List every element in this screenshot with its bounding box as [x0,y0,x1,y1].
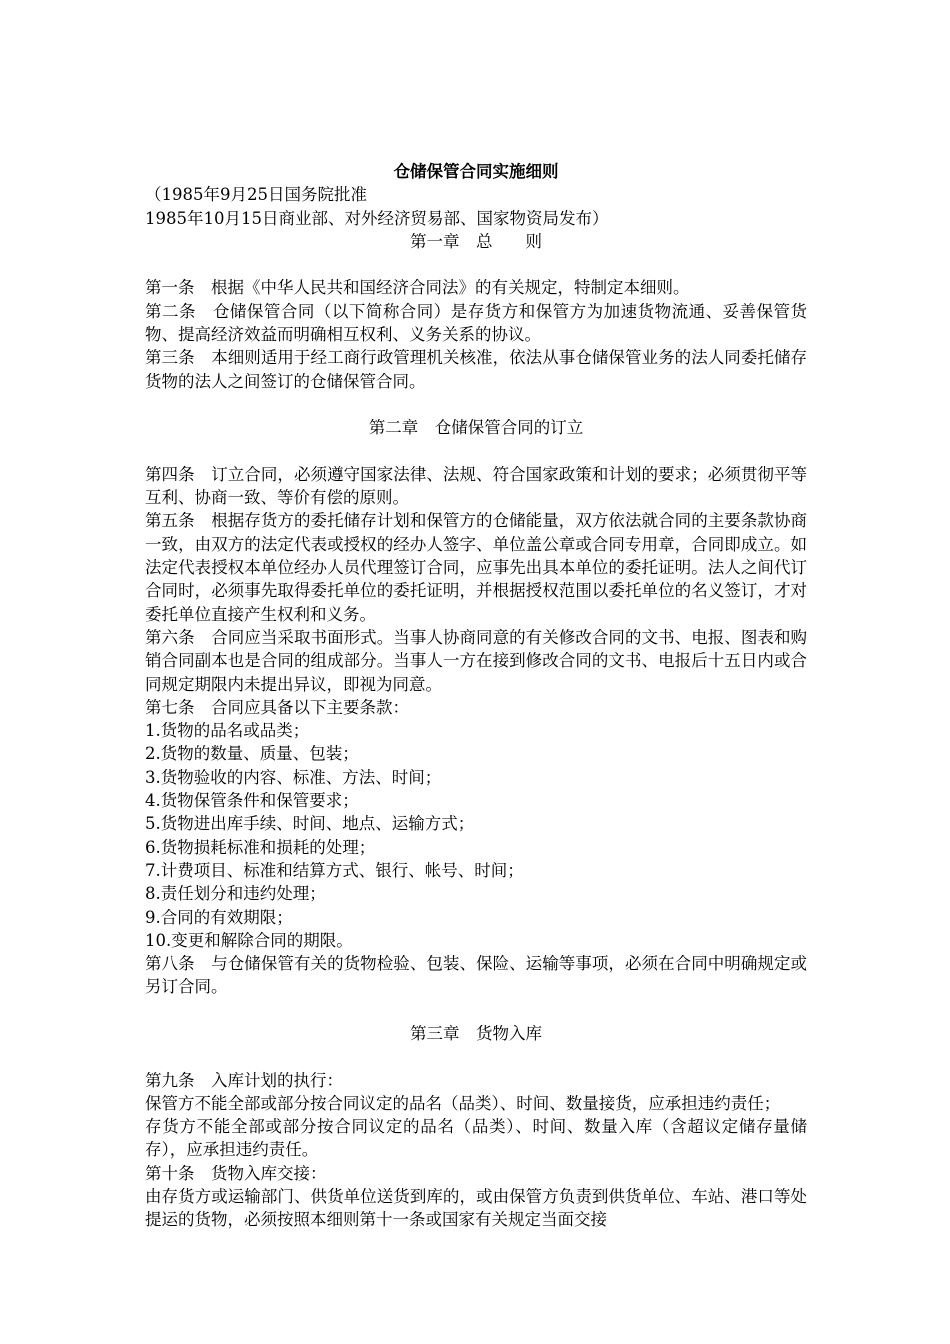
chapter-heading: 第三章 货物入库 [410,1023,542,1043]
list-item: 2.货物的数量、质量、包装； [145,744,359,764]
approval-line-1: （1985年9月25日国务院批准 [145,185,367,205]
list-item: 8.责任划分和违约处理； [145,884,326,904]
list-item: 10.变更和解除合同的期限。 [145,930,353,950]
article-paragraph: 由存货方或运输部门、供货单位送货到库的，或由保管方负责到供货单位、车站、港口等处提运的货物，必须按照本细则第十一条或国家有关规定当面交接 [145,1187,807,1230]
approval-line-2: 1985年10月15日商业部、对外经济贸易部、国家物资局发布） [145,208,609,228]
list-item: 3.货物验收的内容、标准、方法、时间； [145,767,442,787]
article-paragraph: 保管方不能全部或部分按合同议定的品名（品类）、时间、数量接货，应承担违约责任； [145,1093,781,1113]
article-paragraph: 第一条 根据《中华人民共和国经济合同法》的有关规定，特制定本细则。 [145,278,690,298]
document-title: 仓储保管合同实施细则 [393,162,559,181]
document-page [145,160,807,1232]
article-paragraph: 第三条 本细则适用于经工商行政管理机关核准，依法从事仓储保管业务的法人同委托储存货物的法人之间签订的仓储保管合同。 [145,348,807,391]
chapter-heading: 第二章 仓储保管合同的订立 [368,418,584,438]
article-paragraph: 存货方不能全部或部分按合同议定的品名（品类）、时间、数量入库（含超议定储存量储存），应承担违约责任。 [145,1117,807,1160]
list-item: 5.货物进出库手续、时间、地点、运输方式； [145,814,475,834]
list-item: 1.货物的品名或品类； [145,721,310,741]
article-paragraph: 第九条 入库计划的执行： [145,1070,343,1090]
article-paragraph: 第六条 合同应当采取书面形式。当事人协商同意的有关修改合同的文书、电报、图表和购销合同副本也是合同的组成部分。当事人一方在接到修改合同的文书、电报后十五日内或合同规定期限内未提出异议，即视为同意。 [145,627,807,694]
blank-line [145,393,807,416]
article-paragraph: 第八条 与仓储保管有关的货物检验、包装、保险、运输等事项，必须在合同中明确规定或另订合同。 [145,954,807,997]
article-paragraph: 第十条 货物入库交接： [145,1163,327,1183]
article-paragraph: 第七条 合同应具备以下主要条款： [145,697,409,717]
list-item: 4.货物保管条件和保管要求； [145,791,359,811]
blank-line [145,999,807,1022]
list-item: 6.货物损耗标准和损耗的处理； [145,837,376,857]
blank-line [145,1045,807,1068]
chapter-heading: 第一章 总 则 [410,231,542,251]
list-item: 7.计费项目、标准和结算方式、银行、帐号、时间； [145,860,524,880]
list-item: 9.合同的有效期限； [145,907,293,927]
article-paragraph: 第二条 仓储保管合同（以下简称合同）是存货方和保管方为加速货物流通、妥善保管货物、提高经济效益而明确相互权利、义务关系的协议。 [145,301,807,345]
article-paragraph: 第五条 根据存货方的委托储存计划和保管方的仓储能量，双方依法就合同的主要条款协商一致，由双方的法定代表或授权的经办人签字、单位盖公章或合同专用章，合同即成立。如法定代表授权本单位经办人员代理签订合同，应事先出具本单位的委托证明。法人之间代订合同时，必须事先取得委托单位的委托证明，并根据授权范围以委托单位的名义签订，才对委托单位直接产生权利和义务。 [145,511,807,624]
blank-line [145,253,807,276]
article-paragraph: 第四条 订立合同，必须遵守国家法律、法规、符合国家政策和计划的要求；必须贯彻平等互利、协商一致、等价有偿的原则。 [145,464,807,508]
blank-line [145,440,807,463]
